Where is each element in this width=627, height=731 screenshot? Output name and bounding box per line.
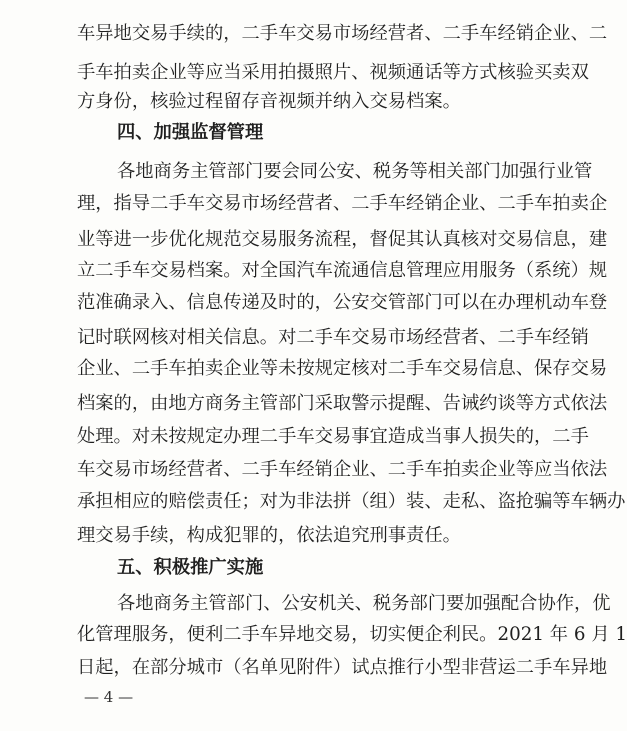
paragraph-line: 记时联网核对相关信息。对二手车交易市场经营者、二手车经销 bbox=[77, 327, 589, 348]
paragraph-line: 日起，在部分城市（名单见附件）试点推行小型非营运二手车异地 bbox=[77, 657, 608, 678]
paragraph-line: 理，指导二手车交易市场经营者、二手车经销企业、二手车拍卖企 bbox=[77, 193, 608, 214]
paragraph-line: 范准确录入、信息传递及时的，公安交管部门可以在办理机动车登 bbox=[77, 292, 608, 313]
section-heading: 五、积极推广实施 bbox=[117, 557, 264, 578]
paragraph-line: 手车拍卖企业等应当采用拍摄照片、视频通话等方式核验买卖双 bbox=[77, 62, 589, 83]
page-number: — 4 — bbox=[84, 688, 134, 706]
paragraph-line: 业等进一步优化规范交易服务流程，督促其认真核对交易信息，建 bbox=[77, 229, 608, 250]
paragraph-line: 档案的，由地方商务主管部门采取警示提醒、告诫约谈等方式依法 bbox=[77, 393, 608, 414]
paragraph-line: 企业、二手车拍卖企业等未按规定核对二手车交易信息、保存交易 bbox=[77, 358, 608, 379]
paragraph-line: 各地商务主管部门、公安机关、税务部门要加强配合协作，优 bbox=[117, 593, 611, 614]
paragraph-line: 理交易手续，构成犯罪的，依法追究刑事责任。 bbox=[77, 525, 461, 546]
paragraph-line: 方身份，核验过程留存音视频并纳入交易档案。 bbox=[77, 91, 461, 112]
paragraph-line: 承担相应的赔偿责任；对为非法拼（组）装、走私、盗抢骗等车辆办 bbox=[77, 491, 626, 512]
paragraph-line: 车交易市场经营者、二手车经销企业、二手车拍卖企业等应当依法 bbox=[77, 459, 608, 480]
section-heading: 四、加强监督管理 bbox=[117, 122, 264, 143]
paragraph-line: 立二手车交易档案。对全国汽车流通信息管理应用服务（系统）规 bbox=[77, 260, 608, 281]
paragraph-line: 处理。对未按规定办理二手车交易事宜造成当事人损失的，二手 bbox=[77, 426, 589, 447]
paragraph-line: 车异地交易手续的，二手车交易市场经营者、二手车经销企业、二 bbox=[77, 23, 608, 44]
paragraph-line: 化管理服务，便利二手车异地交易，切实便企利民。2021 年 6 月 1 bbox=[77, 624, 627, 645]
paragraph-line: 各地商务主管部门要会同公安、税务等相关部门加强行业管 bbox=[117, 161, 593, 182]
